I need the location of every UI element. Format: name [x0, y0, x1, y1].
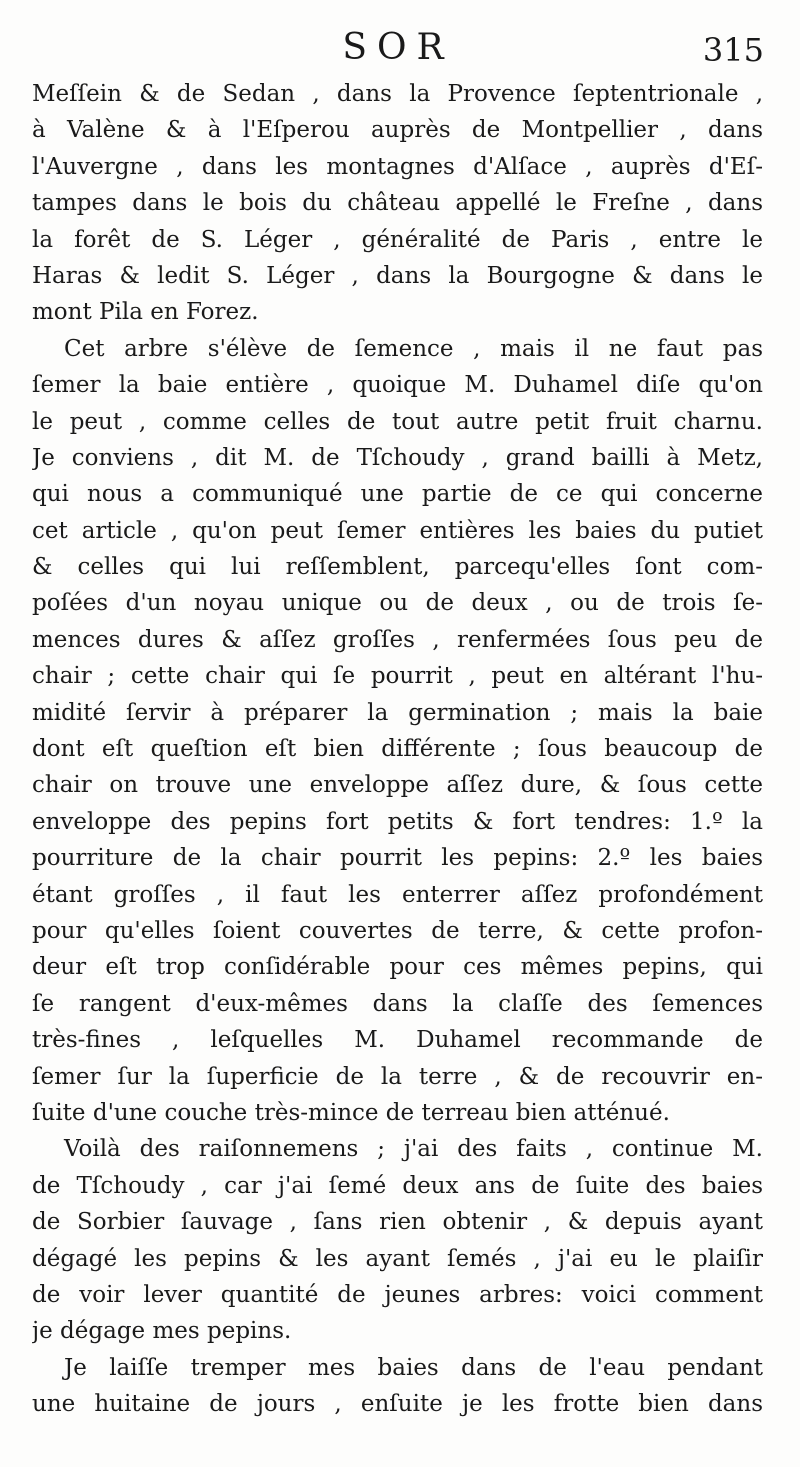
text-line: Je laiſſe tremper mes baies dans de l'eau pendant	[64, 1354, 763, 1381]
text-line: Meſſein & de Sedan , dans la Provence ſeptentrionale ,	[32, 81, 763, 107]
text-line: ſemer ſur la ſuperficie de la terre , & de recouvrir en-	[32, 1063, 763, 1090]
text-line: ſe rangent d'eux-mêmes dans la claſſe des ſemences	[32, 990, 763, 1017]
text-line: mont Pila en Forez.	[32, 299, 259, 326]
text-line: pourriture de la chair pourrit les pepins: 2.º les baies	[32, 845, 763, 872]
page-number: 315	[702, 31, 764, 69]
text-line: Cet arbre s'élève de ſemence , mais il ne faut pas	[64, 335, 763, 362]
text-line: chair on trouve une enveloppe aſſez dure, & ſous cette	[32, 772, 763, 799]
text-line: l'Auvergne , dans les montagnes d'Alſace , auprès d'Eſ-	[32, 153, 763, 180]
text-line: pour qu'elles ſoient couvertes de terre, & cette profon-	[32, 917, 763, 944]
text-line: poſées d'un noyau unique ou de deux , ou de trois ſe-	[32, 590, 763, 617]
text-line: mences dures & aſſez groſſes , renfermées ſous peu de	[32, 626, 763, 653]
text-line: ſemer la baie entière , quoique M. Duhamel diſe qu'on	[32, 372, 763, 399]
text-line: de Sorbier ſauvage , ſans rien obtenir , & depuis ayant	[32, 1209, 763, 1236]
text-line: la forêt de S. Léger , généralité de Paris , entre le	[32, 226, 763, 253]
text-line: cet article , qu'on peut ſemer entières les baies du putiet	[32, 517, 763, 544]
running-head	[32, 22, 764, 72]
text-line: tampes dans le bois du château appellé le Freſne , dans	[32, 190, 763, 217]
text-line: Haras & ledit S. Léger , dans la Bourgogne & dans le	[32, 262, 763, 289]
text-line: midité ſervir à préparer la germination ; mais la baie	[32, 699, 763, 726]
text-line: enveloppe des pepins fort petits & fort tendres: 1.º la	[32, 808, 763, 835]
body-text	[32, 76, 763, 1422]
text-line: qui nous a communiqué une partie de ce qui concerne	[32, 481, 763, 508]
text-line: très-fines , leſquelles M. Duhamel recommande de	[32, 1027, 763, 1054]
text-line: de Tſchoudy , car j'ai ſemé deux ans de ſuite des baies	[32, 1172, 763, 1199]
text-line: étant groſſes , il faut les enterrer aſſez profondément	[32, 881, 763, 908]
text-line: je dégage mes pepins.	[32, 1318, 292, 1345]
text-line: Je conviens , dit M. de Tſchoudy , grand bailli à Metz,	[32, 444, 763, 471]
text-line: dont eſt queſtion eſt bien différente ; ſous beaucoup de	[32, 736, 763, 763]
text-line: deur eſt trop conſidérable pour ces mêmes pepins, qui	[32, 954, 763, 981]
text-line: une huitaine de jours , enſuite je les frotte bien dans	[32, 1391, 763, 1418]
text-line: ſuite d'une couche très-mince de terreau bien atténué.	[32, 1099, 670, 1126]
text-line: & celles qui lui reſſemblent, parcequ'elles ſont com-	[32, 554, 763, 581]
text-line: de voir lever quantité de jeunes arbres: voici comment	[32, 1281, 763, 1308]
text-line: à Valène & à l'Eſperou auprès de Montpellier , dans	[32, 117, 763, 144]
text-line: dégagé les pepins & les ayant ſemés , j'ai eu le plaiſir	[32, 1245, 763, 1272]
text-line: chair ; cette chair qui ſe pourrit , peut en altérant l'hu-	[32, 663, 763, 690]
running-title: SOR	[342, 27, 454, 68]
text-line: le peut , comme celles de tout autre petit fruit charnu.	[32, 408, 763, 435]
text-line: Voilà des raiſonnemens ; j'ai des faits , continue M.	[64, 1136, 763, 1163]
